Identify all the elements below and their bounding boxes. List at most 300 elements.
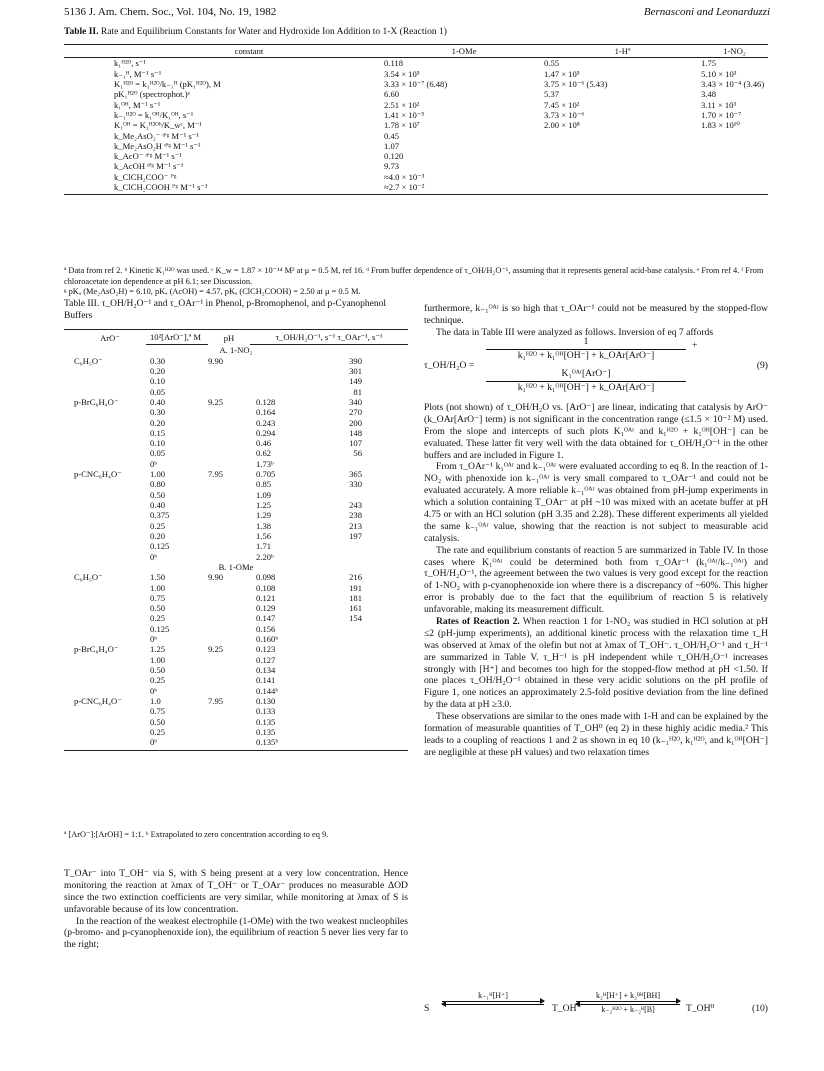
table3-cell (208, 479, 250, 489)
table2-cell: 5.37 (544, 89, 560, 100)
table3-header-tau-oh: τ_OH/H₂O⁻¹, s⁻¹ (275, 332, 336, 342)
table3-cell (208, 717, 250, 727)
table2-label: Table II. (64, 27, 99, 37)
table3-cell: 0.160ᵇ (256, 634, 278, 645)
table3-cell: p-BrC₆H₄O⁻ (74, 644, 119, 655)
table3-cell: 0.134 (256, 665, 276, 675)
paragraph-text: When reaction 1 for 1-NO₂ was studied in HCl solution at pH ≤2 (pH-jump experiments), an additional kinetic process with the relaxation time τ_H was observed at λmax of the olefin but not at λmax of T_OH⁻. τ_OH/H₂O⁻¹ and τ_H⁻¹ are summarized in Table V. τ_H⁻¹ is pH independent while τ_OH/H₂O⁻¹ increases strongly with [H⁺] and becomes too high for the stopped-flow method at pH <1.50. If one places τ_OH/H₂O⁻¹ obtained in these very acidic solutions on the pH profile of Figure 1, one notices an approximately 2.5-fold positive deviation from the line defined by the data at pH ≥3.0. (424, 616, 768, 711)
table2-cell: 0.45 (384, 130, 400, 141)
table3-cell: 0.098 (256, 572, 276, 583)
table3-cell: 0.25 (150, 726, 166, 737)
table3-row (64, 717, 408, 727)
table3-cell: 0.20 (150, 365, 166, 376)
table2-row (64, 141, 768, 151)
right-column-intro (424, 303, 768, 339)
table3-section-row (64, 345, 408, 356)
table3-section-label: B. 1-OMe (218, 561, 254, 572)
table2-cell: 0.55 (544, 58, 560, 69)
table3-row (64, 459, 408, 469)
table3-row (64, 387, 408, 397)
table3-cell (208, 737, 250, 750)
table3-cell: 1.00 (150, 654, 166, 665)
table3-row (64, 686, 408, 696)
table3-cell (64, 531, 146, 541)
table3-row (64, 407, 408, 417)
paragraph: T_OAr⁻ into T_OH⁻ via S, with S being present at a very low concentration. Hence monitoring the reaction at λmax of T_OH⁻ or T_OAr⁻ produces no measurable ΔOD since the two extinction coefficients are very similar, while monitoring at λmax of S is unfavorable because of its low concentration. (64, 868, 408, 915)
table3-row (64, 613, 408, 623)
table2-cell (544, 182, 701, 195)
table3-cell: 1.38 (256, 520, 272, 531)
table2-header: 1-OMe (384, 45, 544, 58)
table2-row (64, 182, 768, 195)
table3-row (64, 500, 408, 510)
table2-footnotes (64, 266, 768, 298)
table3-cell: 1.29 (256, 510, 272, 521)
table2-footnote: ª Data from ref 2. ᵇ Kinetic K₁ᴴ²ᴼ was used. ᶜ K_w = 1.87 × 10⁻¹⁴ M² at μ = 0.5 M, ref 16. ᵈ From buffer dependence of τ_OH/H₂O⁻¹, assuming that it represents general acid-base catalysis. ᵉ From ref 4. ᶠ From chloroacetate ion dependence at pH 6.1; see Discussion. (64, 266, 764, 286)
table3-cell: 301 (349, 365, 362, 376)
table3-cell: 2.20ᵇ (256, 551, 274, 562)
table3-cell (64, 655, 146, 665)
table3-cell: p-BrC₆H₄O⁻ (74, 396, 119, 407)
table3-cell: 0.30 (150, 407, 166, 418)
table2-cell: K₁ᴴ²ᴼ = k₁ᴴ²ᴼ/k₋₁ᴴ (pK₁ᴴ²ᴼ), M (114, 78, 221, 89)
table3-cell (64, 603, 146, 613)
table3-cell: 0.75 (150, 592, 166, 603)
table3-cell (208, 407, 250, 417)
table3-cell (208, 490, 250, 500)
table3-cell: 0.141 (256, 675, 276, 686)
eq10-rate-forward: k₋₁ᴴ[H⁺] (442, 991, 544, 1002)
eq9-fraction-2 (486, 368, 686, 393)
table2-cell (544, 151, 701, 161)
table3-row (64, 521, 408, 531)
table2-cell (701, 131, 768, 141)
table3-row (64, 634, 408, 644)
table3-header: ArO⁻ (64, 330, 146, 345)
table3-cell: 1.25 (256, 500, 272, 510)
table3-cell: 0ᵇ (150, 551, 157, 562)
table3-cell: 0.62 (256, 448, 272, 459)
table2-row (64, 131, 768, 141)
table2-cell: 3.43 × 10⁻⁴ (3.46) (701, 78, 765, 89)
table2-row (64, 100, 768, 110)
eq9-denominator: k₁ᴴ²ᴼ + k₁ᴼᴴ[OH⁻] + k_OAr[ArO⁻] (517, 381, 655, 393)
table2-cell: 1.83 × 10¹⁰ (701, 120, 740, 131)
table3-cell (326, 675, 408, 685)
table2-cell (701, 182, 768, 195)
table3-cell (64, 583, 146, 593)
table3-cell: 390 (349, 355, 362, 366)
table2-header: 1-NO₂ (701, 45, 768, 58)
table3-cell: 0.50 (150, 716, 166, 727)
section-heading: Rates of Reaction 2. (436, 616, 520, 628)
eq10-rate-forward: k₂ᴴ[H⁺] + k₂ᴮᴴ[BH] (576, 991, 680, 1002)
table3-cell: 181 (349, 592, 362, 603)
table3-cell: 0.144ᵇ (256, 685, 278, 696)
table2-cell: ≈2.7 × 10⁻² (384, 182, 544, 195)
table2-title: Rate and Equilibrium Constants for Water and Hydroxide Ion Addition to 1-X (Reaction 1) (100, 27, 447, 37)
table3-cell (326, 541, 408, 551)
table3-cell: 107 (349, 438, 362, 449)
table3-cell (208, 448, 250, 458)
table3-cell: 0.50 (150, 489, 166, 500)
table3-cell: 0.40 (150, 396, 166, 407)
table2 (64, 44, 768, 195)
left-column-text (64, 868, 408, 951)
table3-cell (208, 613, 250, 623)
paragraph: The rate and equilibrium constants of reaction 5 are summarized in Table IV. In those cases where K₁ᴼᴬʳ could be determined both from τ_OAr⁻¹ (k₁ᴼᴬʳ/k₋₁ᴼᴬʳ) and τ_OH/H₂O⁻¹, the agreement between the two values is very good except for the reaction of 1-NO₂ with p-cyanophenoxide ion where there is a discrepancy of ~60%. This higher error is probably due to the fact that the equilibrium of reaction 5 is relatively unfavorable, making its measurement difficult. (424, 544, 768, 616)
eq9-denominator: k₁ᴴ²ᴼ + k₁ᴼᴴ[OH⁻] + k_OAr[ArO⁻] (517, 349, 655, 361)
table3-cell (208, 593, 250, 603)
table3-cell (64, 448, 146, 458)
table3-cell: 0.135 (256, 716, 276, 727)
table3-cell (64, 541, 146, 551)
table2-cell: k_Me₂AsO₂H ᵈ'ᵍ M⁻¹ s⁻¹ (114, 140, 201, 151)
table3-cell (64, 706, 146, 716)
table2-cell: 1.41 × 10⁻⁵ (384, 109, 425, 120)
table3-cell (208, 521, 250, 531)
table3-cell (64, 387, 146, 397)
table3-cell: 365 (349, 469, 362, 480)
table3-row (64, 603, 408, 613)
table2-cell: k_AcOH ᵈ'ᵍ M⁻¹ s⁻¹ (114, 161, 184, 172)
table3-cell: 197 (349, 530, 362, 541)
table3-cell (64, 500, 146, 510)
table2-row (64, 79, 768, 89)
table3-cell (208, 675, 250, 685)
table3-row (64, 397, 408, 407)
table2-cell: 3.11 × 10³ (701, 99, 737, 110)
table3-cell (326, 686, 408, 696)
table3-cell: 1.73ᵇ (256, 458, 274, 469)
table3-row (64, 737, 408, 750)
table2-cell (544, 172, 701, 182)
table3-cell (208, 428, 250, 438)
table3-cell: p-CNC₆H₄O⁻ (74, 695, 122, 706)
table3-row (64, 706, 408, 716)
table3-row (64, 644, 408, 654)
table3-cell (208, 387, 250, 397)
table3-cell: 0.50 (150, 603, 166, 614)
table3-cell: 0.130 (256, 695, 276, 706)
table3-cell (64, 428, 146, 438)
table3-cell: 0.133 (256, 706, 276, 717)
table3-cell (64, 634, 146, 644)
table3-cell (208, 510, 250, 520)
table2-cell: ≈4.0 × 10⁻³ (384, 171, 425, 182)
table2-cell: K₁ᴼᴴ = K₁ᴴ²ᴼᵇ/K_wᶜ, M⁻¹ (114, 120, 202, 131)
table3-cell (64, 366, 146, 376)
table3-header: 10²[ArO⁻],ª M (146, 330, 208, 343)
table3-cell (326, 737, 408, 750)
table2-cell (544, 131, 701, 141)
eq10-number: (10) (752, 1003, 768, 1014)
table3-cell: 238 (349, 510, 362, 521)
table2-cell: 3.75 × 10⁻⁶ (5.43) (544, 78, 608, 89)
table2-row (64, 69, 768, 79)
table3-row (64, 490, 408, 500)
table3-row (64, 572, 408, 582)
table3-cell (326, 634, 408, 644)
table3-cell: 191 (349, 582, 362, 593)
table3-cell: 0.129 (256, 603, 276, 614)
table3-cell: p-CNC₆H₄O⁻ (74, 469, 122, 480)
table2-header: 1-Hª (544, 45, 701, 58)
table3-cell: 340 (349, 396, 362, 407)
table3-cell: 148 (349, 427, 362, 438)
table3-cell: 0.05 (150, 448, 166, 459)
table3-cell (326, 727, 408, 737)
table3-cell: 0.164 (256, 407, 276, 418)
table3-row (64, 665, 408, 675)
table3-cell: 216 (349, 572, 362, 583)
table3-cell (64, 686, 146, 696)
table3-cell (64, 737, 146, 750)
eq9-plus: + (692, 340, 698, 351)
table3-cell: 9.25 (208, 396, 224, 407)
table3-cell (208, 531, 250, 541)
table3-row (64, 448, 408, 458)
table3-cell: 9.90 (208, 355, 224, 366)
table3-cell: 330 (349, 479, 362, 490)
equation-9 (424, 336, 768, 402)
table2-row (64, 58, 768, 69)
table3-row (64, 583, 408, 593)
eq10-rate-reverse: k₋₂ᴴ²ᴼ + k₋₂ᴮ[B] (601, 1005, 655, 1014)
table2-header: constant (64, 45, 384, 58)
table2-cell: 1.78 × 10⁷ (384, 120, 420, 131)
table2-cell: 3.73 × 10⁻⁶ (544, 109, 585, 120)
table3-cell: 1.50 (150, 572, 166, 583)
table3-cell (64, 727, 146, 737)
table3-cell (64, 675, 146, 685)
eq9-fraction-1 (486, 336, 686, 361)
authors: Bernasconi and Leonarduzzi (643, 6, 770, 18)
table2-footnote: ᵍ pKₐ (Me₂AsO₂H) = 6.10, pKₐ (AcOH) = 4.57, pKₐ (ClCH₂COOH) = 2.50 at μ = 0.5 M. (64, 287, 361, 296)
table3-cell: 149 (349, 376, 362, 387)
table2-cell: 5.10 × 10³ (701, 68, 737, 79)
table3-cell: 0.05 (150, 386, 166, 397)
table3-cell: 1.56 (256, 530, 272, 541)
table3-cell: 0.147 (256, 613, 276, 624)
table3-cell: 0.125 (150, 541, 170, 552)
table3-cell (64, 665, 146, 675)
table2-cell (701, 161, 768, 171)
table3-row (64, 376, 408, 386)
eq9-numerator: K₁ᴼᴬʳ[ArO⁻] (486, 368, 686, 382)
table3-cell: 0.294 (256, 427, 276, 438)
table3-cell: 9.90 (208, 572, 224, 583)
eq10-equilibrium-arrow-1 (442, 991, 544, 1005)
table3-cell: 0.15 (150, 427, 166, 438)
table3-cell: 0.125 (150, 623, 170, 634)
table3-cell (64, 376, 146, 386)
table3-cell (208, 686, 250, 696)
eq10-arrow-back (576, 1004, 680, 1005)
table2-cell: 2.51 × 10² (384, 99, 420, 110)
table3-cell: 7.95 (208, 469, 224, 480)
table3-cell: 0ᵇ (150, 685, 157, 696)
table2-row (64, 110, 768, 120)
table3-cell: 0.46 (256, 438, 272, 449)
table3-cell (326, 624, 408, 634)
table3-cell: 0.123 (256, 644, 276, 655)
table2-row (64, 120, 768, 130)
table3-cell: 56 (353, 448, 362, 459)
table3-cell: 0.25 (150, 675, 166, 686)
table3-cell (326, 706, 408, 716)
table3-cell: 270 (349, 407, 362, 418)
eq10-species-s: S (424, 1003, 430, 1014)
table2-cell: k₋₁ᴴ, M⁻¹ s⁻¹ (114, 68, 162, 79)
table3-row (64, 675, 408, 685)
table3-header-tau-oar: τ_OAr⁻¹, s⁻¹ (337, 332, 383, 342)
table3-row (64, 510, 408, 520)
table3-cell (326, 717, 408, 727)
table3-cell: 7.95 (208, 695, 224, 706)
table3-row (64, 356, 408, 366)
table3-cell (208, 500, 250, 510)
table3-cell: 9.25 (208, 644, 224, 655)
table3-cell: 1.09 (256, 489, 272, 500)
table3-cell: 0.108 (256, 582, 276, 593)
eq9-number: (9) (756, 360, 768, 371)
table3-row (64, 366, 408, 376)
table3-cell (64, 593, 146, 603)
table3-cell (208, 376, 250, 386)
table3-cell (250, 376, 326, 386)
table3-cell (208, 459, 250, 469)
table3-cell (326, 665, 408, 675)
table3-cell (208, 366, 250, 376)
eq10-species-toh0: T_OH⁰ (686, 1003, 715, 1014)
table3-cell (208, 727, 250, 737)
table3-cell (64, 552, 146, 562)
table3-cell: 200 (349, 417, 362, 428)
table3-caption: Table III. τ_OH/H₂O⁻¹ and τ_OAr⁻¹ in Phenol, p-Bromophenol, and p-Cyanophenol Buffers (64, 299, 387, 321)
table2-cell: 1.75 (701, 58, 717, 69)
eq9-numerator: 1 (486, 336, 686, 350)
table3-cell (326, 490, 408, 500)
table2-cell: 2.00 × 10⁸ (544, 120, 580, 131)
table3-cell (208, 706, 250, 716)
table3-row (64, 428, 408, 438)
table2-cell: 9.73 (384, 161, 400, 172)
table3-cell (208, 438, 250, 448)
table3-cell (64, 521, 146, 531)
table3-cell (208, 418, 250, 428)
paragraph: furthermore, k₋₁ᴼᴬʳ is so high that τ_OAr⁻¹ could not be measured by the stopped-flow technique. (424, 303, 768, 326)
table2-cell: 0.118 (384, 58, 404, 69)
table3-cell (64, 613, 146, 623)
table2-cell (544, 161, 701, 171)
table3-cell: 0.20 (150, 417, 166, 428)
table3-cell (208, 655, 250, 665)
table3-cell: 0ᵇ (150, 458, 157, 469)
table3-cell: 0.80 (150, 479, 166, 490)
table3-cell: C₆H₅O⁻ (74, 572, 103, 583)
table2-row (64, 161, 768, 171)
table3-section-row (64, 562, 408, 572)
table3-cell: 213 (349, 520, 362, 531)
table3-cell (208, 583, 250, 593)
table3-row (64, 593, 408, 603)
table3-cell: 0.75 (150, 706, 166, 717)
table2-cell: 6.60 (384, 89, 400, 100)
table3-cell (208, 665, 250, 675)
table2-cell: k_Me₂AsO₂⁻ ᵈ'ᵍ M⁻¹ s⁻¹ (114, 130, 199, 141)
table3-cell: 243 (349, 500, 362, 510)
table3-cell (326, 644, 408, 654)
table3-row (64, 469, 408, 479)
table3-cell (64, 407, 146, 417)
table3-cell: 0.128 (256, 396, 276, 407)
table3-row (64, 418, 408, 428)
table2-cell: k_ClCH₂COO⁻ ᶠ'ᵍ (114, 171, 177, 182)
table3-row (64, 696, 408, 706)
table2-row (64, 151, 768, 161)
table2-cell: pK₁ᴴ²ᴼ (spectrophot.)ᵉ (114, 89, 190, 100)
paragraph: Plots (not shown) of τ_OH/H₂O vs. [ArO⁻] are linear, indicating that catalysis by ArO⁻ (k_OAr[ArO⁻] term) is not significant in the concentration range (≤1.5 × 10⁻² M) used. From the slope and intercepts of such plots K₁ᴼᴬʳ and k₁ᴴ²ᴼ + k₁ᴼᴴ[OH⁻] can be evaluated. These latter fit very well with the data obtained for τ_OH/H₂O⁻¹ in the other buffers and are included in Figure 1. (424, 402, 768, 461)
table3-row (64, 552, 408, 562)
table3-cell: 154 (349, 613, 362, 624)
table3-cell: 1.71 (256, 541, 272, 552)
journal-citation: 5136 J. Am. Chem. Soc., Vol. 104, No. 19, 1982 (64, 6, 277, 18)
table3-cell: 0.121 (256, 592, 276, 603)
table2-cell: k_AcO⁻ ᵈ'ᵍ M⁻¹ s⁻¹ (114, 151, 182, 162)
paragraph: In the reaction of the weakest electrophile (1-OMe) with the two weakest nucleophiles (p-bromo- and p-cyanophenoxide ion), the equilibrium of reaction 5 never lies very far to the right; (64, 915, 408, 951)
table3-cell: 0.85 (256, 479, 272, 490)
table3-cell: 0.243 (256, 417, 276, 428)
table2-cell (701, 151, 768, 161)
right-column-body (424, 402, 768, 759)
table3 (64, 329, 408, 751)
table3-row (64, 655, 408, 665)
table2-caption (64, 27, 764, 38)
table3-cell (250, 356, 326, 366)
table3-cell: 0.135ᵇ (250, 737, 326, 750)
table3-cell: 0.25 (150, 613, 166, 624)
table3-cell: 0.156 (256, 623, 276, 634)
table3-cell (64, 418, 146, 428)
table2-cell: 1.70 × 10⁻⁷ (701, 109, 742, 120)
table3-header (250, 330, 408, 343)
table3-cell (250, 366, 326, 376)
table3-row (64, 727, 408, 737)
table3-cell: 1.0 (150, 695, 161, 706)
table3-footnote: ª [ArO⁻]:[ArOH] = 1:1. ᵇ Extrapolated to zero concentration according to eq 9. (64, 830, 329, 839)
table3-cell: 0.705 (256, 469, 276, 480)
table3-cell: 0.375 (150, 510, 170, 521)
table2-row (64, 89, 768, 99)
table3-cell (64, 438, 146, 448)
table3-row (64, 531, 408, 541)
table3-cell: 0ᵇ (146, 737, 208, 750)
table2-cell: 1.47 × 10⁵ (544, 68, 580, 79)
table3-cell: 81 (353, 386, 362, 397)
table2-cell (544, 141, 701, 151)
table2-cell: 7.45 × 10² (544, 99, 580, 110)
table3-cell: 0.10 (150, 376, 166, 387)
table2-cell: 3.33 × 10⁻⁷ (6.48) (384, 78, 448, 89)
table2-cell: 3.54 × 10⁵ (384, 68, 420, 79)
table2-cell (701, 141, 768, 151)
table3-cell: 0.135 (256, 726, 276, 737)
paragraph: The data in Table III were analyzed as follows. Inversion of eq 7 affords (436, 326, 714, 338)
table3-row (64, 479, 408, 489)
table3-cell: 1.00 (150, 582, 166, 593)
table3-row (64, 438, 408, 448)
